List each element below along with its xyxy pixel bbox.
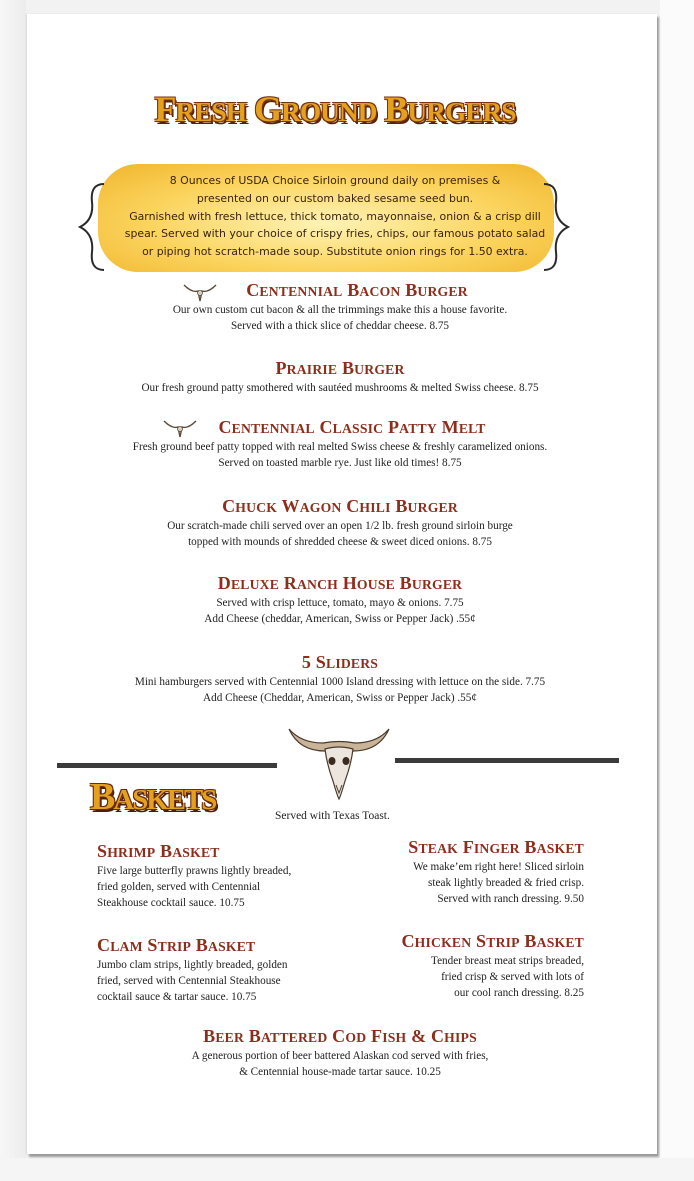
section-divider-left [57, 763, 277, 768]
item-desc: Jumbo clam strips, lightly breaded, golden [97, 959, 288, 971]
menu-item-deluxe-ranch-house-burger [80, 573, 600, 627]
item-name: SHRIMP BASKET [97, 841, 220, 861]
item-name: CLAM STRIP BASKET [97, 935, 256, 955]
item-desc: Our own custom cut bacon & all the trimmings make this a house favorite. [172, 304, 508, 316]
item-name: PRAIRIE BURGER [275, 358, 405, 378]
item-desc: Steakhouse cocktail sauce. 10.75 [97, 897, 245, 909]
item-name: BEER BATTERED COD FISH & CHIPS [203, 1026, 477, 1046]
item-desc: topped with mounds of shredded cheese & sweet diced onions. 8.75 [188, 536, 492, 548]
item-desc: Tender breast meat strips breaded, [431, 955, 584, 967]
item-desc: Five large butterfly prawns lightly breaded, [97, 865, 292, 877]
menu-item-chuck-wagon-chili-burger [80, 496, 600, 550]
item-desc: steak lightly breaded & fried crisp. [428, 877, 584, 889]
item-name: 5 SLIDERS [301, 652, 379, 672]
menu-item-classic-patty-melt [80, 417, 600, 471]
menu-item-cod-fish-chips [80, 1026, 600, 1080]
section-divider-right [395, 758, 619, 763]
item-desc: Mini hamburgers served with Centennial 1000 Island dressing with lettuce on the side. 7.75 [134, 676, 546, 688]
menu-item-prairie-burger [80, 358, 600, 396]
item-desc: Our scratch-made chili served over an open 1/2 lb. fresh ground sirloin burge [167, 520, 513, 532]
menu-item-chicken-strip-basket [330, 931, 584, 1001]
item-name: CHICKEN STRIP BASKET [401, 931, 584, 951]
item-name: DELUXE RANCH HOUSE BURGER [217, 573, 463, 593]
intro-line: 8 Ounces of USDA Choice Sirloin ground daily on premises & [169, 174, 501, 187]
item-desc: Add Cheese (cheddar, American, Swiss or Pepper Jack) .55¢ [204, 613, 476, 625]
menu-item-5-sliders [80, 652, 600, 706]
item-desc: Add Cheese (Cheddar, American, Swiss or Pepper Jack) .55¢ [203, 692, 477, 704]
menu-item-steak-finger-basket [330, 837, 584, 907]
item-desc: fried golden, served with Centennial [97, 881, 261, 893]
intro-line: Garnished with fresh lettuce, thick tomato, mayonnaise, onion & a crisp dill [129, 209, 541, 223]
page-title: FRESH GROUND BURGERS [154, 89, 516, 129]
intro-text [100, 172, 570, 261]
item-desc: Served with ranch dressing. 9.50 [437, 893, 584, 905]
longhorn-skull-icon [285, 725, 393, 803]
item-desc: our cool ranch dressing. 8.25 [454, 987, 584, 999]
scan-margin-bottom [0, 1158, 694, 1181]
item-desc: fried, served with Centennial Steakhouse [97, 975, 281, 987]
item-desc: Served with crisp lettuce, tomato, mayo & onions. 7.75 [216, 597, 464, 609]
item-desc: Fresh ground beef patty topped with real melted Swiss cheese & freshly caramelized onions. [132, 441, 548, 453]
item-desc: cocktail sauce & tartar sauce. 10.75 [97, 991, 257, 1003]
item-desc: Our fresh ground patty smothered with sautéed mushrooms & melted Swiss cheese. 8.75 [141, 382, 539, 394]
item-name: CENTENNIAL CLASSIC PATTY MELT [218, 417, 486, 437]
menu-item-centennial-bacon-burger [80, 280, 600, 334]
item-name: CHUCK WAGON CHILI BURGER [222, 496, 458, 516]
scan-margin-right [660, 0, 694, 1181]
intro-line: presented on our custom baked sesame seed bun. [196, 191, 474, 205]
baskets-title: BASKETS [90, 776, 216, 818]
item-desc: Served on toasted marble rye. Just like old times! 8.75 [218, 457, 462, 469]
item-desc: We make’em right here! Sliced sirloin [413, 861, 584, 873]
item-desc: Served with a thick slice of cheddar cheese. 8.75 [230, 320, 450, 332]
scan-margin-left [0, 0, 26, 1181]
intro-line: spear. Served with your choice of crispy fries, chips, our famous potato salad [124, 227, 546, 241]
item-desc: & Centennial house-made tartar sauce. 10.25 [239, 1066, 441, 1078]
baskets-subtitle: Served with Texas Toast. [275, 810, 390, 822]
intro-line: or piping hot scratch-made soup. Substitute onion rings for 1.50 extra. [142, 245, 528, 259]
item-desc: A generous portion of beer battered Alaskan cod served with fries, [191, 1050, 489, 1062]
item-desc: fried crisp & served with lots of [441, 971, 584, 983]
menu-item-clam-strip-basket [97, 935, 357, 1005]
item-name: STEAK FINGER BASKET [408, 837, 584, 857]
menu-item-shrimp-basket [97, 841, 357, 911]
item-name: CENTENNIAL BACON BURGER [246, 280, 468, 300]
